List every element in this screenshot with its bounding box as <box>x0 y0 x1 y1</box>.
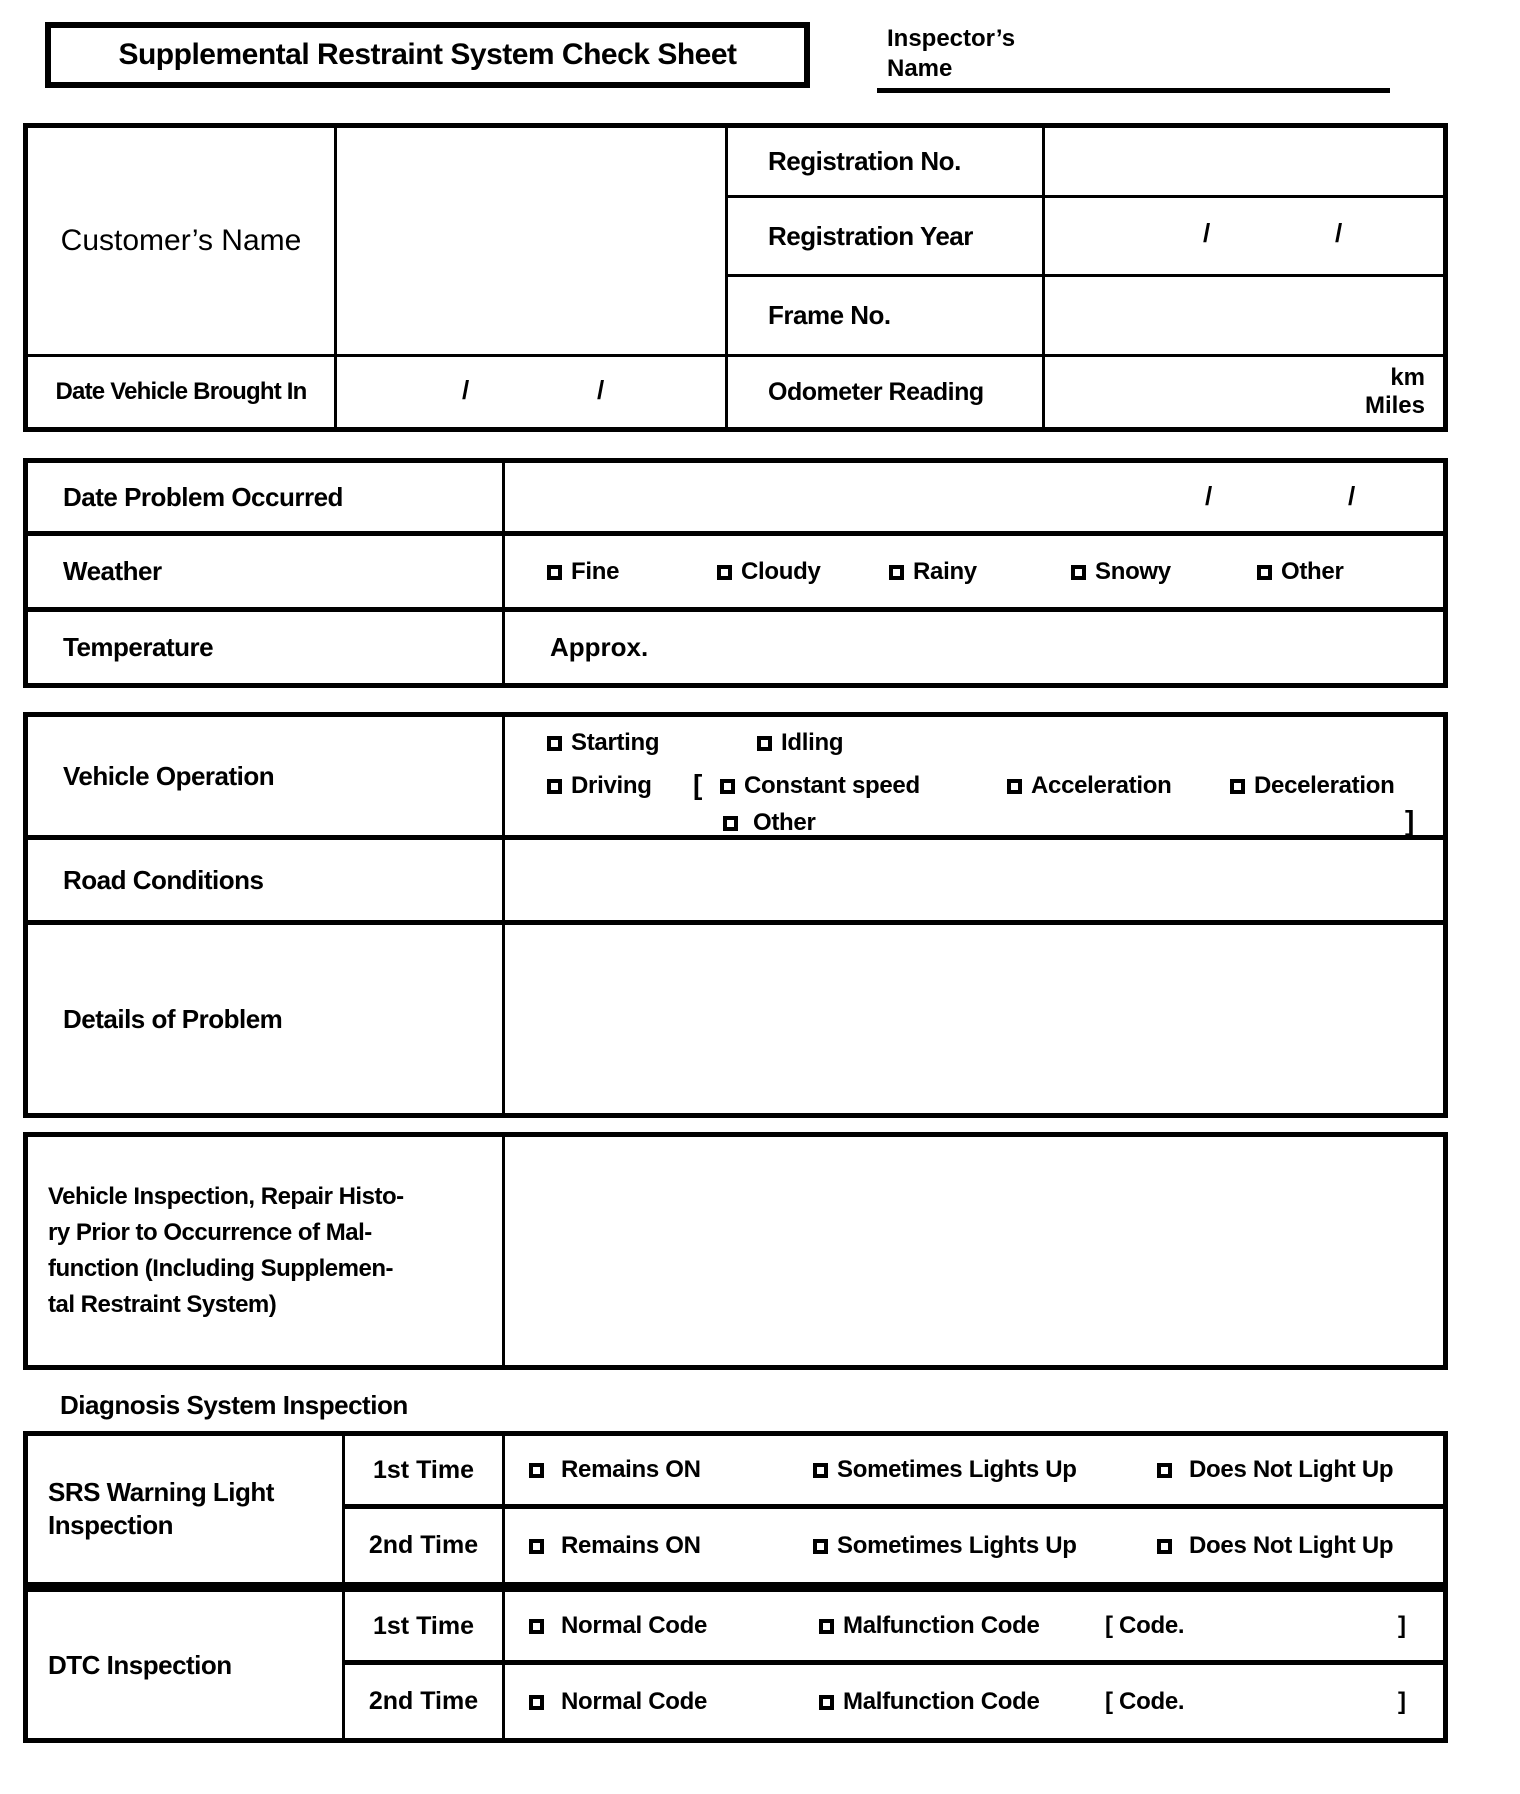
vehicle-operation-label: Vehicle Operation <box>28 717 502 835</box>
dtc2-malfunction-code-option: Malfunction Code <box>819 1688 1040 1716</box>
srs1-sometimes-option: Sometimes Lights Up <box>813 1456 1077 1484</box>
customer-name-label: Customer’s Name <box>28 128 334 354</box>
odometer-reading-input[interactable] <box>1045 357 1443 427</box>
srs2-sometimes-option: Sometimes Lights Up <box>813 1532 1077 1560</box>
operation-acceleration-checkbox[interactable] <box>1007 779 1022 794</box>
weather-cloudy-checkbox[interactable] <box>717 565 732 580</box>
operation-constant-speed-option: Constant speed <box>720 772 920 800</box>
dtc1-code-input[interactable]: ] <box>1398 1612 1406 1639</box>
dtc1-normal-code-option: Normal Code <box>529 1612 707 1640</box>
diagnosis-system-inspection-heading: Diagnosis System Inspection <box>60 1390 408 1420</box>
date-slash: / <box>597 375 605 405</box>
dtc-second-time-options <box>505 1665 1443 1738</box>
srs1-remains-on-option: Remains ON <box>529 1456 701 1484</box>
dtc-first-time-options <box>505 1592 1443 1660</box>
weather-snowy-option: Snowy <box>1071 558 1171 586</box>
inspector-name-input[interactable] <box>877 88 1390 93</box>
weather-label: Weather <box>28 536 502 607</box>
odometer-unit-miles: Miles <box>1364 392 1425 419</box>
odometer-unit-km: km <box>1390 364 1425 391</box>
customer-registration-table <box>23 123 1448 432</box>
inspector-name-label <box>887 24 1392 84</box>
srs1-sometimes-checkbox[interactable] <box>813 1463 828 1478</box>
registration-no-label: Registration No. <box>728 128 1042 195</box>
dtc2-code-bracket: [ Code. <box>1105 1687 1185 1715</box>
form-title-text: Supplemental Restraint System Check Sheet <box>118 38 737 71</box>
srs1-does-not-option: Does Not Light Up <box>1157 1456 1393 1484</box>
srs-first-time-label: 1st Time <box>345 1436 502 1504</box>
operation-other-checkbox[interactable] <box>723 816 738 831</box>
date-slash: / <box>1205 481 1213 511</box>
dtc1-malfunction-code-checkbox[interactable] <box>819 1619 834 1634</box>
inspector-label-line2: Name <box>887 55 953 82</box>
operation-driving-checkbox[interactable] <box>547 779 562 794</box>
temperature-input[interactable] <box>505 612 1443 683</box>
weather-rainy-checkbox[interactable] <box>889 565 904 580</box>
weather-snowy-checkbox[interactable] <box>1071 565 1086 580</box>
registration-year-input[interactable] <box>1045 198 1443 274</box>
inspector-label-line1: Inspector’s <box>887 25 1016 52</box>
driving-bracket-close: ] <box>1405 805 1415 835</box>
dtc-inspection-label: DTC Inspection <box>28 1592 342 1738</box>
date-slash: / <box>1335 218 1343 248</box>
srs2-remains-on-checkbox[interactable] <box>529 1539 544 1554</box>
operation-idling-option: Idling <box>757 729 843 757</box>
srs2-does-not-option: Does Not Light Up <box>1157 1532 1393 1560</box>
srs-second-time-options <box>505 1509 1443 1582</box>
operation-deceleration-option: Deceleration <box>1230 772 1394 800</box>
problem-conditions-table <box>23 458 1448 688</box>
operation-deceleration-checkbox[interactable] <box>1230 779 1245 794</box>
driving-bracket-open: [ <box>693 769 703 800</box>
srs1-does-not-checkbox[interactable] <box>1157 1463 1172 1478</box>
weather-rainy-option: Rainy <box>889 558 977 586</box>
operation-starting-checkbox[interactable] <box>547 736 562 751</box>
customer-name-input[interactable] <box>337 128 725 354</box>
dtc1-code-bracket: [ Code. <box>1105 1612 1185 1639</box>
repair-history-input[interactable] <box>505 1137 1443 1365</box>
dtc2-normal-code-checkbox[interactable] <box>529 1695 544 1710</box>
operation-idling-checkbox[interactable] <box>757 736 772 751</box>
road-conditions-input[interactable] <box>505 840 1443 920</box>
date-slash: / <box>1348 481 1356 511</box>
operation-constant-speed-checkbox[interactable] <box>720 779 735 794</box>
form-title <box>45 22 810 88</box>
srs2-remains-on-option: Remains ON <box>529 1532 701 1560</box>
srs1-remains-on-checkbox[interactable] <box>529 1463 544 1478</box>
weather-other-checkbox[interactable] <box>1257 565 1272 580</box>
registration-no-input[interactable] <box>1045 128 1443 195</box>
road-conditions-label: Road Conditions <box>28 840 502 920</box>
srs-warning-light-label: SRS Warning Light Inspection <box>28 1436 342 1582</box>
weather-other-option: Other <box>1257 558 1344 586</box>
dtc2-malfunction-code-checkbox[interactable] <box>819 1695 834 1710</box>
dtc-first-time-label: 1st Time <box>345 1592 502 1660</box>
date-problem-occurred-label: Date Problem Occurred <box>28 463 502 531</box>
date-slash: / <box>1203 218 1211 248</box>
details-of-problem-input[interactable] <box>505 925 1443 1113</box>
frame-no-input[interactable] <box>1045 277 1443 354</box>
operation-other-option: Other <box>723 809 816 835</box>
weather-options-cell <box>505 536 1443 607</box>
operation-starting-option: Starting <box>547 729 659 757</box>
operation-driving-option: Driving <box>547 772 652 800</box>
date-vehicle-brought-in-label: Date Vehicle Brought In <box>28 357 334 427</box>
repair-history-label: Vehicle Inspection, Repair Histo- ry Prior to Occurrence of Mal- function (Including Supplemen- tal Restraint System) <box>28 1137 502 1365</box>
date-vehicle-brought-in-input[interactable] <box>337 357 725 427</box>
dtc-second-time-label: 2nd Time <box>345 1665 502 1738</box>
srs-second-time-label: 2nd Time <box>345 1509 502 1582</box>
srs2-sometimes-checkbox[interactable] <box>813 1539 828 1554</box>
dtc1-malfunction-code-option: Malfunction Code <box>819 1612 1040 1640</box>
vehicle-operation-table <box>23 712 1448 1118</box>
details-of-problem-label: Details of Problem <box>28 925 502 1113</box>
diagnosis-inspection-table <box>23 1431 1448 1743</box>
dtc1-normal-code-checkbox[interactable] <box>529 1619 544 1634</box>
odometer-reading-label: Odometer Reading <box>728 357 1042 427</box>
weather-cloudy-option: Cloudy <box>717 558 821 586</box>
dtc2-normal-code-option: Normal Code <box>529 1688 707 1716</box>
repair-history-table <box>23 1132 1448 1370</box>
operation-acceleration-option: Acceleration <box>1007 772 1171 800</box>
frame-no-label: Frame No. <box>728 277 1042 354</box>
srs-first-time-options <box>505 1436 1443 1504</box>
srs2-does-not-checkbox[interactable] <box>1157 1539 1172 1554</box>
dtc2-code-input[interactable]: ] <box>1398 1687 1406 1715</box>
registration-year-label: Registration Year <box>728 198 1042 274</box>
temperature-approx-text: Approx. <box>550 632 649 662</box>
date-problem-occurred-input[interactable] <box>505 463 1443 531</box>
temperature-label: Temperature <box>28 612 502 683</box>
weather-fine-option: Fine <box>547 558 619 586</box>
date-slash: / <box>462 375 470 405</box>
vehicle-operation-options-cell <box>505 717 1443 835</box>
weather-fine-checkbox[interactable] <box>547 565 562 580</box>
